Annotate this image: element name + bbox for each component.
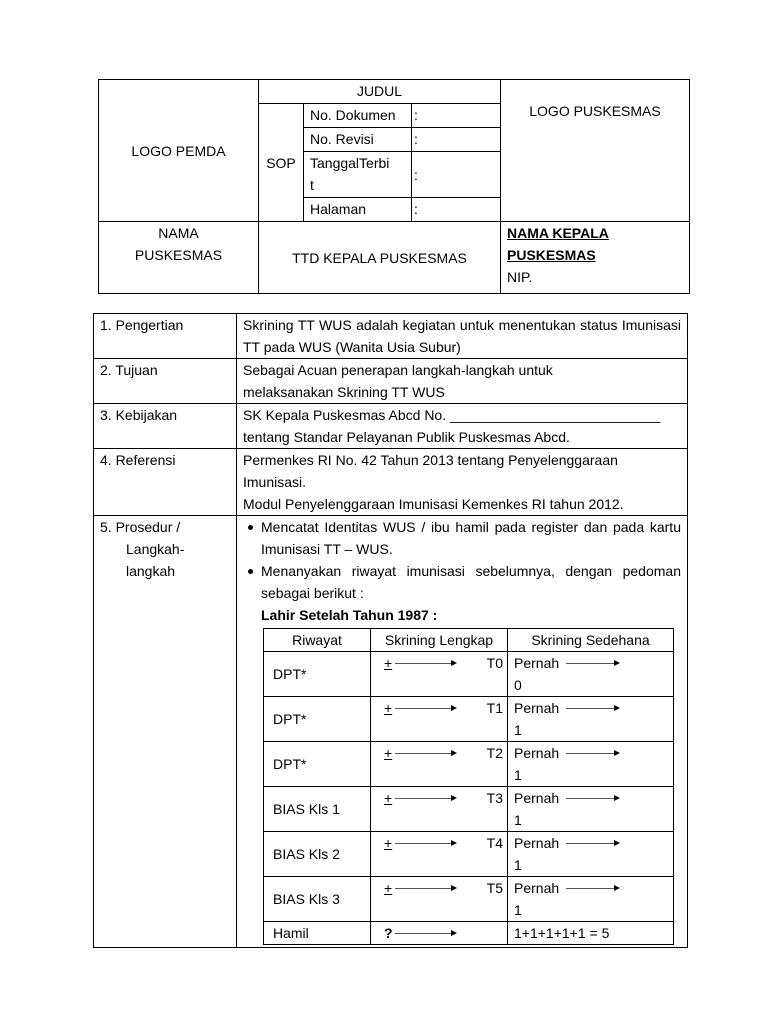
field-label-no-dokumen: No. Dokumen (304, 104, 412, 128)
sop-label: SOP (259, 104, 304, 222)
field-value-halaman: : (412, 198, 501, 222)
field-label-no-revisi: No. Revisi (304, 128, 412, 152)
arrow-right-icon (566, 843, 618, 844)
arrow-right-icon (566, 798, 618, 799)
table-row (264, 832, 674, 877)
section-label-pengertian: 1. Pengertian (94, 314, 237, 359)
lengkap-cell: + T0 (371, 652, 508, 697)
field-label-halaman: Halaman (304, 198, 412, 222)
arrow-right-icon (566, 708, 618, 709)
arrow-right-icon (395, 933, 455, 934)
sederhana-cell: Pernah 1 (508, 877, 674, 922)
sederhana-cell: Pernah 1 (508, 697, 674, 742)
riwayat-cell: DPT* (264, 652, 371, 697)
lengkap-cell: ? (371, 922, 508, 945)
section-label-kebijakan: 3. Kebijakan (94, 404, 237, 449)
judul-cell: JUDUL (259, 80, 501, 104)
list-item: Mencatat Identitas WUS / ibu hamil pada register dan pada kartu Imunisasi TT – WUS. (261, 516, 681, 560)
sop-content-table (93, 313, 688, 948)
lengkap-cell: + T4 (371, 832, 508, 877)
header-riwayat: Riwayat (264, 629, 371, 652)
section-text-referensi: Permenkes RI No. 42 Tahun 2013 tentang Penyelenggaraan Imunisasi. Modul Penyelenggaraan Imunisasi Kemenkes RI tahun 2012. (237, 449, 688, 516)
arrow-right-icon (566, 888, 618, 889)
table-row (264, 697, 674, 742)
section-label-prosedur: 5. Prosedur / Langkah- langkah (94, 516, 237, 948)
riwayat-cell: DPT* (264, 697, 371, 742)
nama-puskesmas: NAMA PUSKESMAS (99, 222, 259, 294)
riwayat-cell: BIAS Kls 3 (264, 877, 371, 922)
screening-table (263, 628, 674, 945)
lengkap-cell: + T2 (371, 742, 508, 787)
kepala-cell: NAMA KEPALA PUSKESMAS NIP. (501, 222, 690, 294)
table-row (264, 922, 674, 945)
table-row (264, 877, 674, 922)
ttd-kepala: TTD KEPALA PUSKESMAS (259, 222, 501, 294)
sederhana-cell: Pernah 1 (508, 787, 674, 832)
section-text-tujuan: Sebagai Acuan penerapan langkah-langkah untuk melaksanakan Skrining TT WUS (237, 359, 688, 404)
section-label-tujuan: 2. Tujuan (94, 359, 237, 404)
field-label-tanggal-terbit: TanggalTerbi t (304, 152, 412, 198)
arrow-right-icon (395, 888, 455, 889)
arrow-right-icon (566, 663, 618, 664)
arrow-right-icon (395, 798, 455, 799)
total-cell: 1+1+1+1+1 = 5 (508, 922, 674, 945)
lengkap-cell: + T5 (371, 877, 508, 922)
section-text-prosedur (237, 516, 688, 948)
field-value-no-revisi: : (412, 128, 501, 152)
riwayat-cell: DPT* (264, 742, 371, 787)
section-text-kebijakan: SK Kepala Puskesmas Abcd No. ___________________________ tentang Standar Pelayanan Publik Puskesmas Abcd. (237, 404, 688, 449)
field-value-no-dokumen: : (412, 104, 501, 128)
lengkap-cell: + T3 (371, 787, 508, 832)
sederhana-cell: Pernah 1 (508, 832, 674, 877)
arrow-right-icon (395, 663, 455, 664)
riwayat-cell: BIAS Kls 2 (264, 832, 371, 877)
subheading-lahir-setelah-1987: Lahir Setelah Tahun 1987 : (261, 607, 438, 623)
arrow-right-icon (395, 708, 455, 709)
logo-puskesmas: LOGO PUSKESMAS (501, 80, 690, 222)
riwayat-cell: BIAS Kls 1 (264, 787, 371, 832)
sop-header-table (98, 79, 690, 294)
arrow-right-icon (395, 753, 455, 754)
field-value-tanggal-terbit: : (412, 152, 501, 198)
arrow-right-icon (566, 753, 618, 754)
riwayat-cell: Hamil (264, 922, 371, 945)
table-row (264, 787, 674, 832)
section-text-pengertian: Skrining TT WUS adalah kegiatan untuk menentukan status Imunisasi TT pada WUS (Wanita Usia Subur) (237, 314, 688, 359)
sederhana-cell: Pernah 0 (508, 652, 674, 697)
arrow-right-icon (395, 843, 455, 844)
header-skrining-sederhana: Skrining Sedehana (508, 629, 674, 652)
table-row (264, 742, 674, 787)
sederhana-cell: Pernah 1 (508, 742, 674, 787)
list-item: Menanyakan riwayat imunisasi sebelumnya, dengan pedoman sebagai berikut : (261, 560, 681, 604)
table-row (264, 652, 674, 697)
lengkap-cell: + T1 (371, 697, 508, 742)
logo-pemda: LOGO PEMDA (99, 80, 259, 222)
header-skrining-lengkap: Skrining Lengkap (371, 629, 508, 652)
section-label-referensi: 4. Referensi (94, 449, 237, 516)
